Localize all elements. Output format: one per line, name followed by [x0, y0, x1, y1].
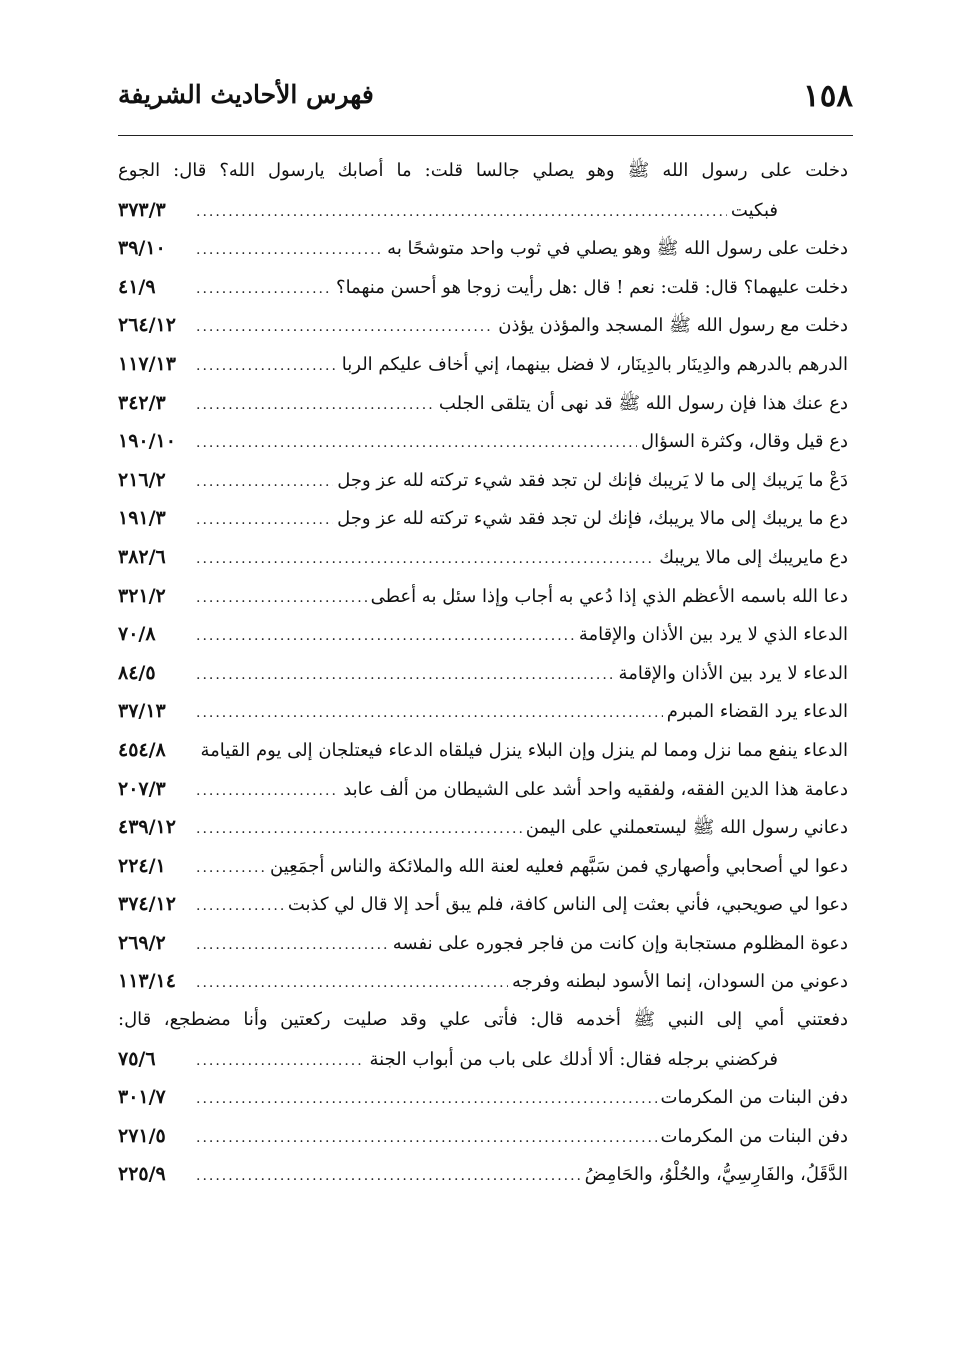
hadith-text: الدعاء لا يرد بين الأذان والإقامة [618, 662, 848, 684]
volume-page-ref: ٢٧١/٥ [118, 1124, 166, 1147]
hadith-text: دخلت مع رسول الله ﷺ المسجد والمؤذن يؤذن [498, 315, 848, 337]
index-entry [118, 306, 848, 345]
index-entry [118, 461, 848, 500]
hadith-text: دفن البنات من المكرمات [660, 1087, 848, 1109]
volume-page-ref: ٢٠٧/٣ [118, 777, 166, 800]
leader-dots [196, 1080, 657, 1117]
leader-dots [196, 656, 615, 693]
volume-page-ref: ١٩١/٣ [118, 507, 166, 530]
hadith-text: دعوا لي صويحبي، فأني بعثت إلى الناس كافة، فلم يبق أحد إلا قال لي كذبت [287, 894, 848, 916]
hadith-text: دخلت عليهما؟ قال: قلت: نعم ! قال :هل رأيت زوجا هو أحسن منهما؟ [336, 276, 848, 298]
index-entry [118, 654, 848, 693]
leader-dots [196, 964, 508, 1001]
index-entry [118, 152, 848, 191]
page-header [118, 70, 853, 126]
index-entry [118, 229, 848, 268]
header-divider [118, 135, 853, 136]
volume-page-ref: ٤٥٤/٨ [118, 738, 166, 761]
index-entry [118, 1155, 848, 1194]
volume-page-ref: ١٩٠/١٠ [118, 430, 176, 453]
volume-page-ref: ٢٦٤/١٢ [118, 314, 176, 337]
index-entry [118, 731, 848, 770]
index-entry [118, 538, 848, 577]
index-entry [118, 384, 848, 423]
volume-page-ref: ١١٧/١٣ [118, 352, 176, 375]
leader-dots [196, 463, 333, 500]
index-entry [118, 191, 848, 230]
hadith-text: الدعاء يرد القضاء المبرم [666, 701, 848, 723]
leader-dots [196, 617, 575, 654]
index-entry [118, 924, 848, 963]
index-entry [118, 770, 848, 809]
leader-dots [196, 694, 663, 731]
leader-dots [196, 193, 727, 230]
hadith-text: دع ما يريبك إلى مالا يريبك، فإنك لن تجد فقد شيء تركته لله عز وجل [337, 508, 848, 530]
index-entry [118, 1040, 848, 1079]
volume-page-ref: ٣٧٤/١٢ [118, 893, 176, 916]
leader-dots [196, 887, 284, 924]
leader-dots [196, 347, 338, 384]
index-entry [118, 692, 848, 731]
hadith-text: دخلت على رسول الله ﷺ وهو يصلي في ثوب واحد متوشحًا به [387, 238, 848, 260]
index-entry [118, 1001, 848, 1040]
index-entry [118, 499, 848, 538]
leader-dots [196, 772, 339, 809]
hadith-text: دعامة هذا الدين الفقه، ولفقيه واحد أشد على الشيطان من ألف عابد [343, 778, 848, 800]
leader-dots [196, 424, 637, 461]
leader-dots [196, 386, 435, 423]
leader-dots [196, 231, 383, 268]
hadith-text: فركضني برجله فقال: ألا أدلك على باب من أبواب الجنة [369, 1048, 778, 1070]
index-entry [118, 847, 848, 886]
leader-dots [196, 308, 494, 345]
leader-dots [196, 1157, 581, 1194]
volume-page-ref: ٤١/٩ [118, 275, 156, 298]
leader-dots [196, 270, 332, 307]
index-entry [118, 577, 848, 616]
leader-dots [196, 579, 367, 616]
hadith-index-list [118, 152, 848, 1194]
leader-dots [196, 1119, 657, 1156]
hadith-text: دع قيل وقال، وكثرة السؤال [641, 431, 848, 453]
hadith-text: دعاني رسول الله ﷺ ليستعملني على اليمن [525, 817, 848, 839]
volume-page-ref: ٢٢٤/١ [118, 854, 166, 877]
volume-page-ref: ٢٦٩/٢ [118, 931, 166, 954]
leader-dots [196, 501, 333, 538]
volume-page-ref: ٣٧/١٣ [118, 700, 166, 723]
index-entry [118, 345, 848, 384]
hadith-text: دعا الله باسمه الأعظم الذي إذا دُعي به أجاب وإذا سئل به أعطى [370, 585, 848, 607]
hadith-text: دع عنك هذا فإن رسول الله ﷺ قد نهى أن يتلقى الجلب [438, 392, 848, 414]
hadith-text: دعوا لي أصحابي وأصهاري فمن سَبَّهم فعليه لعنة الله والملائكة والناس أجمَعِين [270, 855, 848, 877]
volume-page-ref: ٨٤/٥ [118, 661, 156, 684]
index-entry [118, 615, 848, 654]
volume-page-ref: ٣٩/١٠ [118, 237, 166, 260]
leader-dots [196, 540, 655, 577]
hadith-text: دَعْ ما يَريبك إلى ما لا يَريبك فإنك لن تجد فقد شيء تركته لله عز وجل [337, 469, 848, 491]
index-entry [118, 808, 848, 847]
volume-page-ref: ٣٨٢/٦ [118, 545, 166, 568]
index-entry [118, 422, 848, 461]
index-entry [118, 962, 848, 1001]
index-entry [118, 1078, 848, 1117]
index-entry [118, 1117, 848, 1156]
volume-page-ref: ٢٢٥/٩ [118, 1163, 166, 1186]
volume-page-ref: ٣٠١/٧ [118, 1086, 166, 1109]
leader-dots [196, 926, 389, 963]
hadith-text: الدَّقَلُ، والفَارِسِيُّ، والحُلْوُ، والحَامِضُ [584, 1164, 848, 1186]
volume-page-ref: ٤٣٩/١٢ [118, 816, 176, 839]
volume-page-ref: ٢١٦/٢ [118, 468, 166, 491]
hadith-text: الدرهم بالدرهم والدِينَار بالدِينَار، لا فضل بينهما، إني أخاف عليكم الربا [341, 353, 848, 375]
hadith-text: دع مايريبك إلى مالا يريبك [659, 546, 848, 568]
volume-page-ref: ٧٠/٨ [118, 623, 156, 646]
volume-page-ref: ٣٤٢/٣ [118, 391, 166, 414]
page-title: فهرس الأحاديث الشريفة [118, 80, 374, 109]
hadith-text: دفن البنات من المكرمات [660, 1125, 848, 1147]
leader-dots [196, 1042, 365, 1079]
leader-dots [196, 810, 522, 847]
hadith-text: الدعاء ينفع مما نزل ومما لم ينزل وإن البلاء ينزل فيلقاه الدعاء فيعتلجان إلى يوم القيامة [200, 739, 848, 761]
volume-page-ref: ١١٣/١٤ [118, 970, 176, 993]
hadith-text: دفعتني أمي إلى النبي ﷺ أخدمه قال: فأتى علي وقد صليت ركعتين وأنا مضطجع، قال: [118, 1009, 848, 1031]
index-entry [118, 885, 848, 924]
index-entry [118, 268, 848, 307]
leader-dots [196, 849, 266, 886]
volume-page-ref: ٣٢١/٢ [118, 584, 166, 607]
hadith-text: دخلت على رسول الله ﷺ وهو يصلي جالسا قلت: ما أصابك يارسول الله؟ قال: الجوع [118, 160, 848, 181]
volume-page-ref: ٣٧٣/٣ [118, 198, 166, 221]
hadith-text: الدعاء الذي لا يرد بين الأذان والإقامة [578, 624, 848, 646]
hadith-text: دعوني من السودان، إنما الأسود لبطنه وفرجه [512, 971, 848, 993]
volume-page-ref: ٧٥/٦ [118, 1047, 156, 1070]
hadith-text: دعوة المظلوم مستجابة وإن كانت من فاجر فجوره على نفسه [392, 932, 848, 954]
page-number: ١٥٨ [803, 78, 853, 114]
hadith-text: فبكيت [730, 199, 778, 221]
